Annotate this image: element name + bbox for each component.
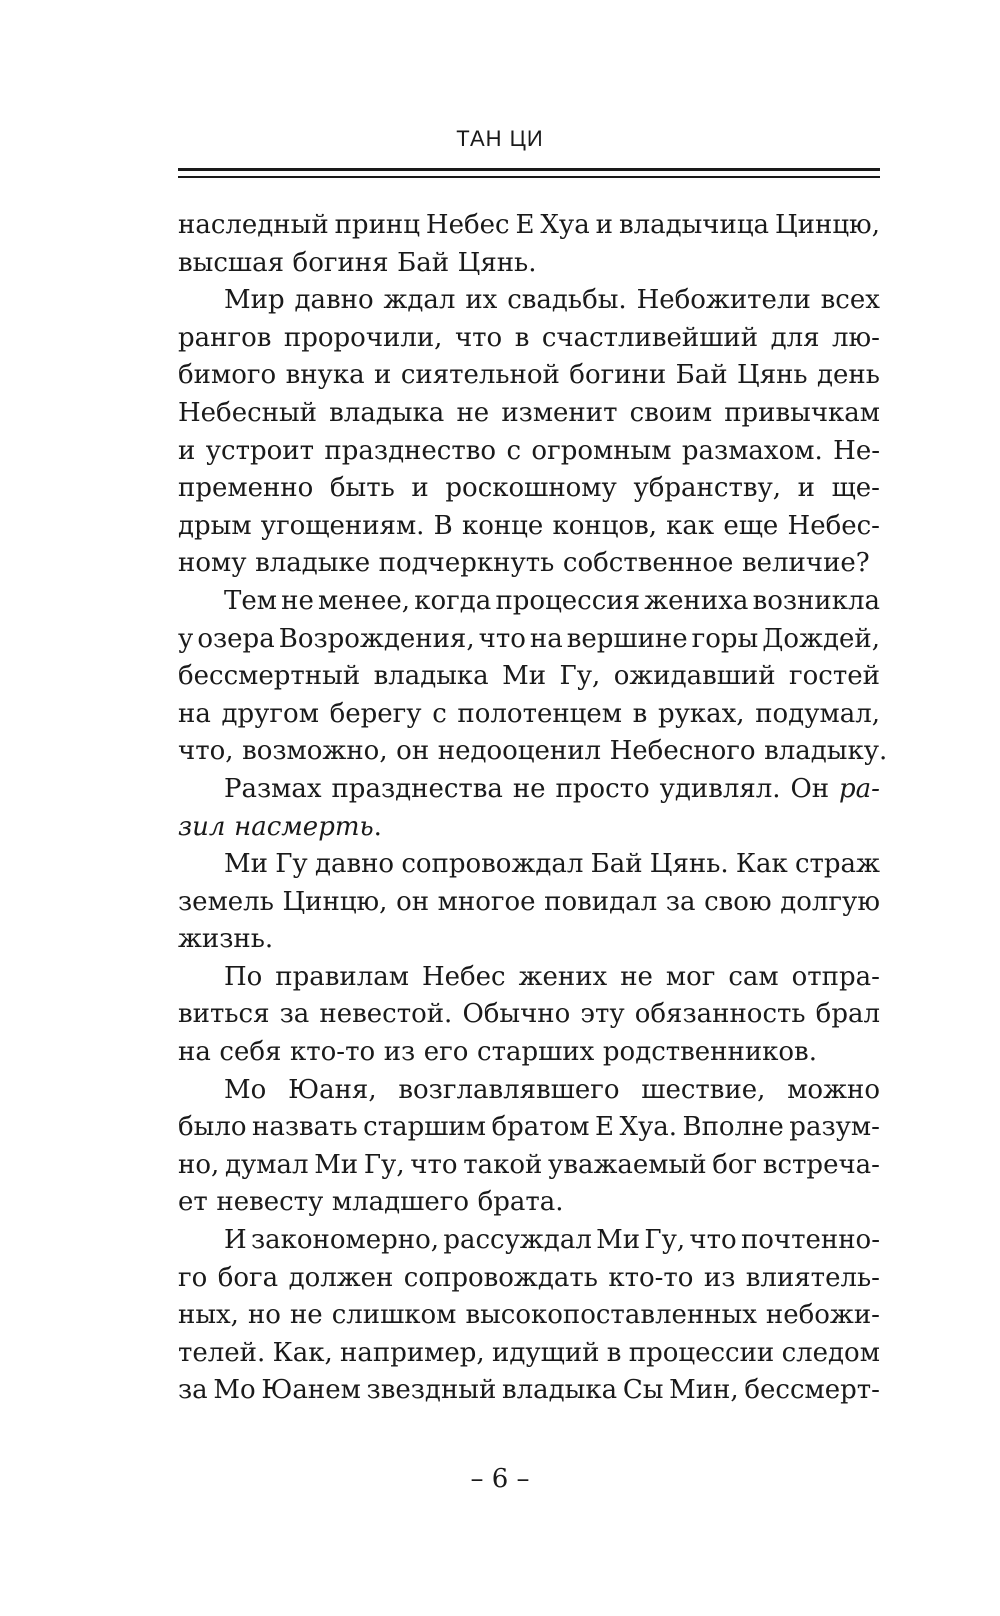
word: следом xyxy=(781,1337,880,1368)
text-line xyxy=(178,207,880,245)
word: себя xyxy=(219,1037,282,1068)
word: на xyxy=(178,698,211,729)
word: полотенцем xyxy=(457,698,623,729)
text-line xyxy=(178,245,880,283)
word: обязанность xyxy=(634,999,806,1030)
word: владыку. xyxy=(764,736,888,767)
word: брата. xyxy=(477,1187,564,1218)
word: не xyxy=(620,961,653,992)
word: конце xyxy=(461,510,544,541)
word: владычица xyxy=(618,210,770,240)
word: концов, xyxy=(552,510,657,541)
word: жизнь. xyxy=(178,924,274,955)
word: внука xyxy=(285,360,365,391)
page-number: – 6 – xyxy=(470,1464,530,1494)
italic-word: насмерть. xyxy=(234,811,382,842)
word: В xyxy=(433,510,453,541)
word: в xyxy=(606,1337,622,1368)
word: Бай xyxy=(675,360,728,391)
word: невесту xyxy=(216,1187,324,1218)
word: земель xyxy=(178,886,274,917)
word: дрым xyxy=(178,510,252,541)
text-line xyxy=(178,1034,880,1072)
word: сиятельной xyxy=(400,360,560,391)
word: сопровождал xyxy=(401,849,584,880)
text-line xyxy=(178,282,880,320)
word: празднества xyxy=(331,773,503,804)
word: в xyxy=(632,698,648,729)
word: И xyxy=(224,1225,247,1256)
word: подчеркнуть xyxy=(378,548,555,579)
word: Гу xyxy=(275,849,308,880)
text-line xyxy=(178,1297,880,1335)
word: но, xyxy=(178,1149,220,1180)
word: Как, xyxy=(272,1337,333,1368)
word: из xyxy=(383,1037,416,1068)
word: удивлял. xyxy=(659,773,781,804)
word: своим xyxy=(629,397,713,428)
word: роскошному xyxy=(445,473,617,504)
word: высшая xyxy=(178,247,284,278)
word: не xyxy=(289,1300,323,1331)
word: что xyxy=(410,1149,458,1180)
word: Ми xyxy=(224,849,268,880)
word: Небесного xyxy=(609,736,756,767)
word: эту xyxy=(580,999,625,1030)
word: он xyxy=(396,736,430,767)
word: на xyxy=(178,1037,211,1068)
word: Он xyxy=(790,773,830,804)
word: Мин, xyxy=(669,1375,739,1406)
word: кто-то xyxy=(290,1037,376,1068)
word: в xyxy=(514,322,530,353)
text-line xyxy=(178,696,880,734)
word: Возрождения, xyxy=(278,623,475,654)
word: Хуа xyxy=(540,210,590,240)
word: например, xyxy=(340,1337,485,1368)
word: Небесный xyxy=(178,397,318,428)
word: богиня xyxy=(292,247,389,278)
text-line xyxy=(178,809,880,847)
text-line xyxy=(178,1372,880,1410)
word: Цинцю, xyxy=(775,210,880,240)
italic-word: ра- xyxy=(838,773,880,804)
word: величие? xyxy=(742,548,870,579)
running-head: ТАН ЦИ xyxy=(456,126,544,151)
word: По xyxy=(224,961,263,992)
word: процессия xyxy=(495,585,641,616)
word: день xyxy=(817,360,880,391)
word: богини xyxy=(569,360,667,391)
text-line xyxy=(178,1109,880,1147)
word: лю- xyxy=(832,322,880,353)
word: давно xyxy=(294,285,374,316)
word: Хуа. xyxy=(619,1112,678,1143)
word: ожидавший xyxy=(613,661,776,692)
word: старших xyxy=(477,1037,595,1068)
word: пророчили, xyxy=(283,322,443,353)
word: Е xyxy=(515,210,535,240)
word: отпра- xyxy=(791,961,880,992)
word: ных, xyxy=(178,1300,239,1331)
word: шествие, xyxy=(641,1074,766,1105)
word: пременно xyxy=(178,473,314,504)
word: встреча- xyxy=(762,1149,880,1180)
word: Не- xyxy=(833,435,880,466)
word: возглавлявшего xyxy=(398,1074,620,1105)
word: празднество xyxy=(324,435,497,466)
word: мог xyxy=(665,961,716,992)
word: слишком xyxy=(331,1300,457,1331)
word: гостей xyxy=(789,661,880,692)
word: на xyxy=(529,623,563,654)
word: быть xyxy=(329,473,395,504)
word: Вполне xyxy=(682,1112,784,1143)
text-line xyxy=(178,1072,880,1110)
word: Небожители xyxy=(636,285,811,316)
word: Цинцю, xyxy=(282,886,388,917)
word: и xyxy=(178,435,196,466)
word: процессии xyxy=(628,1337,775,1368)
word: ще- xyxy=(831,473,880,504)
word: недооценил xyxy=(437,736,602,767)
word: звездный xyxy=(366,1375,497,1406)
word: Как xyxy=(735,849,788,880)
word: бессмерт- xyxy=(744,1375,880,1406)
word: другом xyxy=(221,698,319,729)
word: свою xyxy=(704,886,772,917)
word: и xyxy=(411,473,429,504)
word: Размах xyxy=(224,773,322,804)
word: владыка xyxy=(502,1375,618,1406)
word: не xyxy=(281,585,314,616)
text-line xyxy=(178,1335,880,1373)
word: еще xyxy=(723,510,779,541)
text-line xyxy=(178,921,880,959)
word: Сы xyxy=(622,1375,664,1406)
word: многое xyxy=(437,886,536,917)
word: Ми xyxy=(596,1225,641,1256)
word: свадьбы. xyxy=(507,285,627,316)
word: Юанем xyxy=(261,1375,361,1406)
word: рассуждал xyxy=(443,1225,592,1256)
word: владыка xyxy=(329,397,445,428)
word: и xyxy=(595,210,614,240)
text-line xyxy=(178,357,880,395)
word: не xyxy=(512,773,546,804)
word: бессмертный xyxy=(178,661,361,692)
text-line xyxy=(178,996,880,1034)
word: с xyxy=(506,435,522,466)
word: как xyxy=(666,510,715,541)
word: Цянь. xyxy=(649,849,729,880)
word: братом xyxy=(491,1112,590,1143)
word: назвать xyxy=(252,1112,358,1143)
text-line xyxy=(178,395,880,433)
word: и xyxy=(797,473,815,504)
word: владыка xyxy=(373,661,489,692)
word: Юаня, xyxy=(288,1074,377,1105)
word: Цянь. xyxy=(457,247,537,278)
word: просто xyxy=(555,773,650,804)
text-line xyxy=(178,320,880,358)
text-line xyxy=(178,771,880,809)
word: Гу, xyxy=(363,1149,405,1180)
word: Дождей, xyxy=(762,623,880,654)
word: берегу xyxy=(329,698,422,729)
body-text xyxy=(178,207,888,1410)
word: брал xyxy=(815,999,880,1030)
text-line xyxy=(178,1147,880,1185)
word: устроит xyxy=(205,435,315,466)
word: у xyxy=(178,623,194,654)
word: такой xyxy=(463,1149,543,1180)
word: жених xyxy=(518,961,608,992)
header-rule-thin xyxy=(178,176,880,178)
word: что xyxy=(454,322,503,353)
word: влиятель- xyxy=(745,1262,880,1293)
word: Мир xyxy=(224,285,285,316)
word: кто-то xyxy=(608,1262,694,1293)
word: возникла xyxy=(752,585,880,616)
text-line xyxy=(178,733,888,771)
word: вершине xyxy=(566,623,688,654)
word: Ми xyxy=(502,661,547,692)
word: ждал xyxy=(383,285,456,316)
word: горы xyxy=(691,623,759,654)
text-line xyxy=(178,959,880,997)
word: и xyxy=(374,360,392,391)
word: разум- xyxy=(789,1112,880,1143)
word: невестой. xyxy=(319,999,453,1030)
word: небожи- xyxy=(765,1300,880,1331)
word: младшего xyxy=(331,1187,470,1218)
word: го xyxy=(178,1262,208,1293)
text-line xyxy=(178,545,880,583)
word: счастливейший xyxy=(541,322,759,353)
text-line xyxy=(178,846,880,884)
word: размахом. xyxy=(681,435,823,466)
word: убранству, xyxy=(633,473,782,504)
word: повидал xyxy=(544,886,658,917)
text-line xyxy=(178,884,880,922)
word: было xyxy=(178,1112,247,1143)
word: наследный xyxy=(178,210,329,240)
italic-word: зил xyxy=(178,811,226,842)
word: что, xyxy=(178,736,234,767)
word: за xyxy=(279,999,310,1030)
word: когда xyxy=(414,585,492,616)
word: Небес xyxy=(425,210,510,240)
word: руках, xyxy=(657,698,745,729)
word: должен xyxy=(288,1262,394,1293)
text-line xyxy=(178,1260,880,1298)
text-line xyxy=(178,470,880,508)
word: его xyxy=(423,1037,469,1068)
text-line xyxy=(178,658,880,696)
text-line xyxy=(178,433,880,471)
word: рангов xyxy=(178,322,272,353)
text-line xyxy=(178,1184,880,1222)
word: телей. xyxy=(178,1337,266,1368)
text-line xyxy=(178,621,880,659)
word: ет xyxy=(178,1187,208,1218)
word: можно xyxy=(787,1074,880,1105)
word: высокопоставленных xyxy=(465,1300,757,1331)
word: долгую xyxy=(780,886,880,917)
word: привычкам xyxy=(724,397,880,428)
header-rule-thick xyxy=(178,168,880,171)
word: Гу, xyxy=(559,661,601,692)
word: бог xyxy=(712,1149,758,1180)
word: давно xyxy=(314,849,395,880)
word: Тем xyxy=(224,585,277,616)
word: Мо xyxy=(224,1074,267,1105)
word: для xyxy=(770,322,820,353)
word: всех xyxy=(820,285,880,316)
word: правилам xyxy=(275,961,409,992)
word: уважаемый xyxy=(548,1149,707,1180)
word: Бай xyxy=(397,247,450,278)
word: их xyxy=(465,285,498,316)
word: что xyxy=(478,623,526,654)
word: из xyxy=(703,1262,736,1293)
word: не xyxy=(456,397,490,428)
word: старшим xyxy=(363,1112,486,1143)
word: Цянь xyxy=(737,360,808,391)
word: бога xyxy=(217,1262,279,1293)
word: озера xyxy=(197,623,275,654)
word: что xyxy=(689,1225,737,1256)
word: собственное xyxy=(562,548,734,579)
word: закономерно, xyxy=(250,1225,440,1256)
word: огромным xyxy=(531,435,672,466)
word: ному xyxy=(178,548,247,579)
word: идущий xyxy=(492,1337,600,1368)
word: принц xyxy=(334,210,420,240)
word: Бай xyxy=(590,849,643,880)
word: Мо xyxy=(213,1375,256,1406)
word: сопровождать xyxy=(403,1262,598,1293)
word: за xyxy=(178,1375,208,1406)
word: с xyxy=(432,698,447,729)
word: Обычно xyxy=(462,999,571,1030)
word: угощениям. xyxy=(260,510,425,541)
word: владыке xyxy=(255,548,371,579)
word: виться xyxy=(178,999,270,1030)
word: подумал, xyxy=(755,698,880,729)
word: менее, xyxy=(318,585,411,616)
word: за xyxy=(665,886,696,917)
word: он xyxy=(396,886,430,917)
word: Небес- xyxy=(787,510,880,541)
word: страж xyxy=(794,849,880,880)
word: бимого xyxy=(178,360,277,391)
text-line xyxy=(178,508,880,546)
word: сам xyxy=(728,961,779,992)
word: Ми xyxy=(314,1149,359,1180)
word: но xyxy=(247,1300,281,1331)
word: родственников. xyxy=(602,1037,817,1068)
word: Е xyxy=(595,1112,614,1143)
word: Гу, xyxy=(644,1225,686,1256)
word: возможно, xyxy=(242,736,388,767)
word: почтенно- xyxy=(740,1225,880,1256)
word: жениха xyxy=(644,585,749,616)
text-line xyxy=(178,583,880,621)
word: изменит xyxy=(501,397,618,428)
word: Небес xyxy=(421,961,506,992)
text-line xyxy=(178,1222,880,1260)
punctuation: . xyxy=(373,811,382,842)
word: думал xyxy=(224,1149,309,1180)
